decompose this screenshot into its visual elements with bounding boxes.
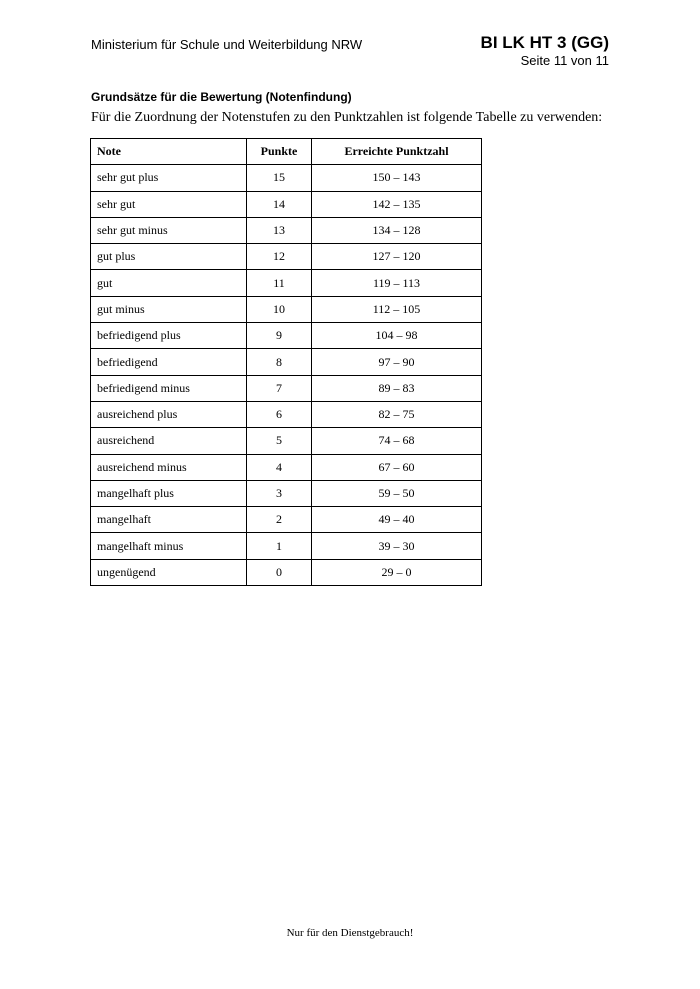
document-code: BI LK HT 3 (GG)	[480, 33, 609, 52]
cell-note: sehr gut	[91, 191, 247, 217]
cell-range: 150 – 143	[312, 165, 482, 191]
header-punkte: Punkte	[247, 139, 312, 165]
cell-note: befriedigend plus	[91, 323, 247, 349]
table-row	[91, 480, 482, 506]
cell-punkte: 11	[247, 270, 312, 296]
table-row	[91, 428, 482, 454]
header-note: Note	[91, 139, 247, 165]
intro-text: Für die Zuordnung der Notenstufen zu den Punktzahlen ist folgende Tabelle zu verwenden:	[91, 110, 603, 125]
table-row	[91, 559, 482, 585]
ministry-name: Ministerium für Schule und Weiterbildung NRW	[91, 37, 363, 52]
cell-punkte: 2	[247, 507, 312, 533]
cell-range: 104 – 98	[312, 323, 482, 349]
cell-punkte: 7	[247, 375, 312, 401]
table-row	[91, 349, 482, 375]
cell-note: mangelhaft minus	[91, 533, 247, 559]
cell-punkte: 6	[247, 401, 312, 427]
cell-note: gut plus	[91, 244, 247, 270]
cell-punkte: 10	[247, 296, 312, 322]
cell-punkte: 8	[247, 349, 312, 375]
table-header-row	[91, 139, 482, 165]
table-row	[91, 165, 482, 191]
cell-note: mangelhaft	[91, 507, 247, 533]
cell-note: ausreichend minus	[91, 454, 247, 480]
table-row	[91, 217, 482, 243]
cell-range: 119 – 113	[312, 270, 482, 296]
cell-note: mangelhaft plus	[91, 480, 247, 506]
page-header-right	[481, 33, 609, 68]
cell-range: 29 – 0	[312, 559, 482, 585]
cell-punkte: 4	[247, 454, 312, 480]
cell-range: 67 – 60	[312, 454, 482, 480]
cell-note: befriedigend	[91, 349, 247, 375]
cell-note: sehr gut plus	[91, 165, 247, 191]
cell-range: 49 – 40	[312, 507, 482, 533]
cell-punkte: 15	[247, 165, 312, 191]
cell-note: ungenügend	[91, 559, 247, 585]
table-row	[91, 375, 482, 401]
table-row	[91, 507, 482, 533]
cell-range: 112 – 105	[312, 296, 482, 322]
cell-range: 127 – 120	[312, 244, 482, 270]
table-row	[91, 296, 482, 322]
footer-notice: Nur für den Dienstgebrauch!	[286, 927, 414, 939]
table-row	[91, 401, 482, 427]
cell-punkte: 14	[247, 191, 312, 217]
table-row	[91, 244, 482, 270]
table-row	[91, 323, 482, 349]
cell-range: 97 – 90	[312, 349, 482, 375]
grade-table	[90, 138, 482, 586]
cell-punkte: 5	[247, 428, 312, 454]
cell-range: 134 – 128	[312, 217, 482, 243]
section-title: Grundsätze für die Bewertung (Notenfindung)	[91, 90, 352, 104]
cell-range: 82 – 75	[312, 401, 482, 427]
header-erreichte-punktzahl: Erreichte Punktzahl	[312, 139, 482, 165]
cell-range: 39 – 30	[312, 533, 482, 559]
cell-note: sehr gut minus	[91, 217, 247, 243]
cell-range: 74 – 68	[312, 428, 482, 454]
table-row	[91, 454, 482, 480]
cell-note: gut minus	[91, 296, 247, 322]
table-row	[91, 270, 482, 296]
cell-range: 89 – 83	[312, 375, 482, 401]
cell-note: befriedigend minus	[91, 375, 247, 401]
cell-range: 59 – 50	[312, 480, 482, 506]
cell-note: gut	[91, 270, 247, 296]
cell-punkte: 13	[247, 217, 312, 243]
cell-punkte: 3	[247, 480, 312, 506]
cell-range: 142 – 135	[312, 191, 482, 217]
cell-note: ausreichend plus	[91, 401, 247, 427]
page-number: Seite 11 von 11	[520, 53, 609, 68]
cell-punkte: 1	[247, 533, 312, 559]
cell-punkte: 12	[247, 244, 312, 270]
cell-punkte: 9	[247, 323, 312, 349]
cell-punkte: 0	[247, 559, 312, 585]
table-row	[91, 191, 482, 217]
cell-note: ausreichend	[91, 428, 247, 454]
table-row	[91, 533, 482, 559]
